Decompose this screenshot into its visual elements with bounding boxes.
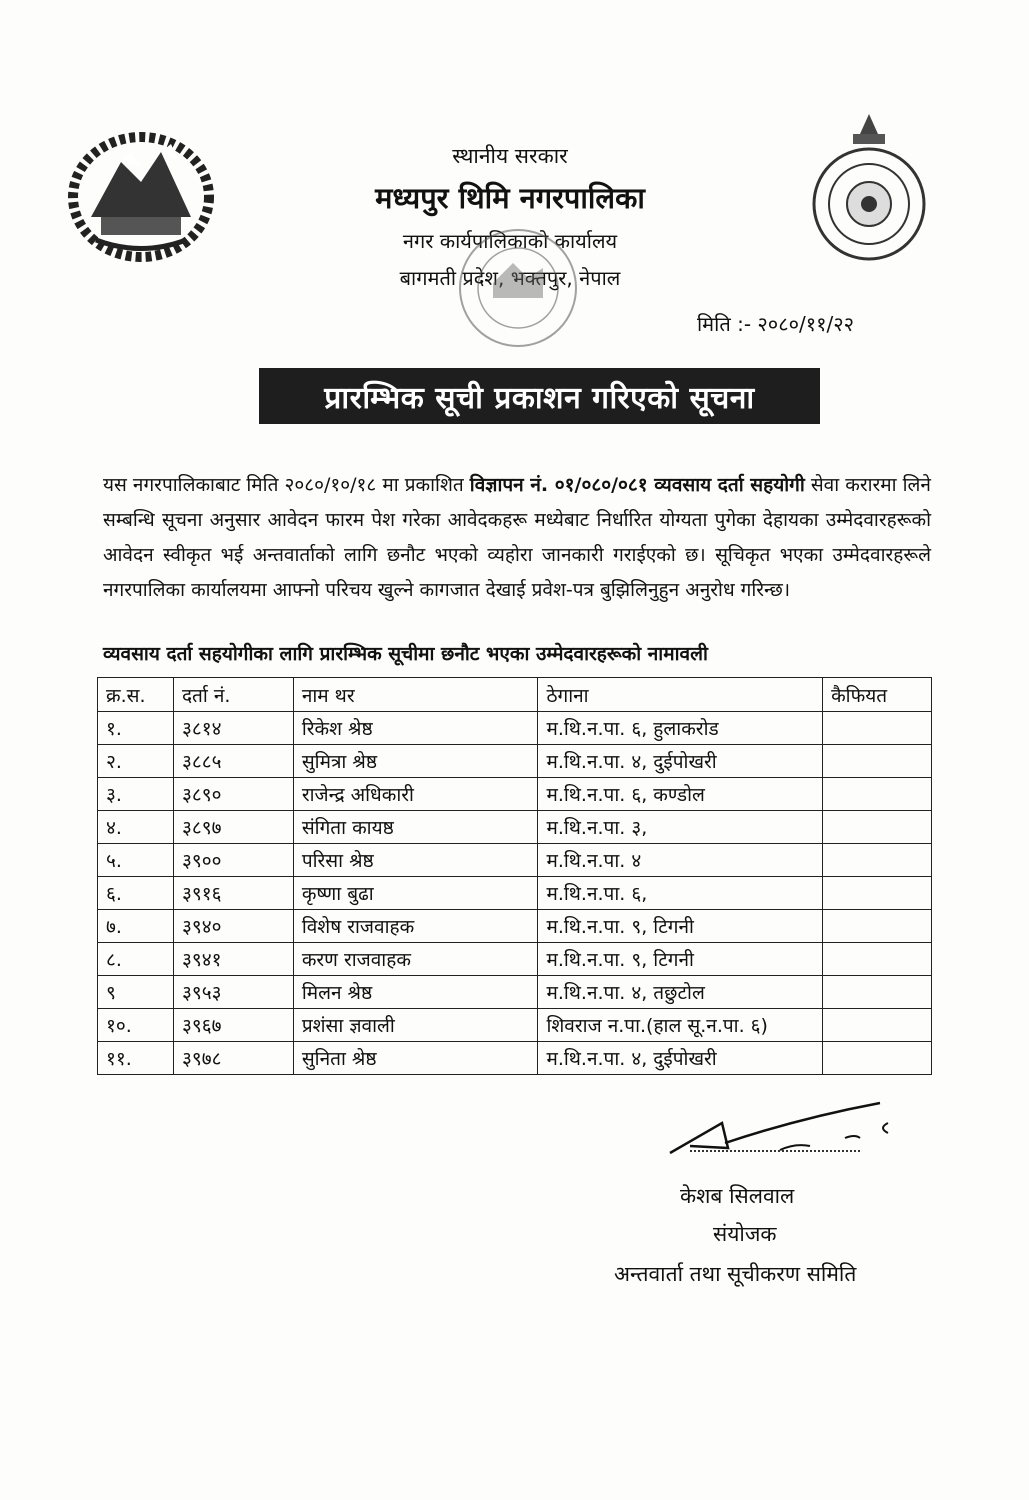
table-row [98,877,932,910]
cell-name: सुमित्रा श्रेष्ठ [293,745,538,778]
cell-serial: २. [98,745,174,778]
cell-serial: ५. [98,844,174,877]
cell-remarks [823,943,932,976]
col-header-reg-no: दर्ता नं. [173,678,293,712]
table-row [98,844,932,877]
cell-remarks [823,877,932,910]
table-row [98,976,932,1009]
table-row [98,778,932,811]
col-header-address: ठेगाना [538,678,823,712]
cell-reg-no: ३९५३ [173,976,293,1009]
body-part-3: सेवा करारमा लिने सम्बन्धि सूचना अनुसार आवेदन फारम पेश गरेका आवेदकहरू मध्येबाट निर्धारित योग्यता पुगेका देहायका उम्मेदवारहरूको आवेदन स्वीकृत भई अन्तवार्ताको लागि छनौट भएको व्यहोरा जानकारी गराईएको छ। सूचिकृत भएका उम्मेदवारहरूले नगरपालिका कार्यालयमा आफ्नो परिचय खुल्ने कागजात देखाई प्रवेश-पत्र बुझिलिनुहुन अनुरोध गरिन्छ। [103,474,931,601]
col-header-name: नाम थर [293,678,538,712]
cell-address: म.थि.न.पा. ९, टिगनी [538,943,823,976]
cell-reg-no: ३८९० [173,778,293,811]
cell-name: परिसा श्रेष्ठ [293,844,538,877]
body-advert-ref: विज्ञापन नं. ०१/०८०/०८१ व्यवसाय दर्ता सहयोगी [469,474,805,496]
municipality-name: मध्यपुर थिमि नगरपालिका [375,181,645,215]
signature-mark [630,1098,910,1168]
cell-reg-no: ३८८५ [173,745,293,778]
notice-title: प्रारम्भिक सूची प्रकाशन गरिएको सूचना [259,368,820,424]
cell-reg-no: ३९६७ [173,1009,293,1042]
cell-remarks [823,745,932,778]
table-row [98,811,932,844]
cell-address: म.थि.न.पा. ३, [538,811,823,844]
cell-reg-no: ३९४० [173,910,293,943]
cell-serial: १०. [98,1009,174,1042]
signature-line [690,1150,860,1152]
cell-serial: ३. [98,778,174,811]
cell-reg-no: ३९४१ [173,943,293,976]
cell-reg-no: ३९०० [173,844,293,877]
cell-address: म.थि.न.पा. ४, दुईपोखरी [538,1042,823,1075]
col-header-remarks: कैफियत [823,678,932,712]
table-row [98,1009,932,1042]
cell-address: शिवराज न.पा.(हाल सू.न.पा. ६) [538,1009,823,1042]
cell-name: प्रशंसा ज्ञवाली [293,1009,538,1042]
col-header-serial: क्र.स. [98,678,174,712]
cell-serial: ८. [98,943,174,976]
cell-name: रिकेश श्रेष्ठ [293,712,538,745]
signatory-committee: अन्तवार्ता तथा सूचीकरण समिति [614,1262,857,1286]
table-row [98,910,932,943]
candidate-table [97,677,932,1075]
signatory-name: केशब सिलवाल [680,1184,795,1208]
nepal-emblem-icon [66,122,216,262]
cell-reg-no: ३८९७ [173,811,293,844]
cell-serial: ६. [98,877,174,910]
cell-remarks [823,976,932,1009]
municipality-seal-icon [808,112,930,262]
cell-serial: ४. [98,811,174,844]
office-name: नगर कार्यपालिकाको कार्यालय [402,229,618,253]
cell-reg-no: ३८१४ [173,712,293,745]
cell-serial: ९ [98,976,174,1009]
cell-address: म.थि.न.पा. ६, कण्डोल [538,778,823,811]
body-part-1: यस नगरपालिकाबाट मिति २०८०/१०/१८ मा प्रकाशित [103,474,470,496]
cell-name: सुनिता श्रेष्ठ [293,1042,538,1075]
government-label: स्थानीय सरकार [452,144,568,168]
cell-address: म.थि.न.पा. ६, [538,877,823,910]
table-row [98,712,932,745]
cell-address: म.थि.न.पा. ६, हुलाकरोड [538,712,823,745]
table-row [98,1042,932,1075]
cell-serial: १. [98,712,174,745]
cell-name: राजेन्द्र अधिकारी [293,778,538,811]
cell-remarks [823,1009,932,1042]
cell-address: म.थि.न.पा. ४, दुईपोखरी [538,745,823,778]
cell-remarks [823,910,932,943]
cell-address: म.थि.न.पा. ९, टिगनी [538,910,823,943]
table-row [98,943,932,976]
cell-address: म.थि.न.पा. ४, तछुटोल [538,976,823,1009]
cell-remarks [823,712,932,745]
table-header-row [98,678,932,712]
office-address: बागमती प्रदेश, भक्तपुर, नेपाल [399,266,621,290]
cell-reg-no: ३९७८ [173,1042,293,1075]
list-heading: व्यवसाय दर्ता सहयोगीका लागि प्रारम्भिक सूचीमा छनौट भएका उम्मेदवारहरूको नामावली [103,643,708,665]
cell-name: करण राजवाहक [293,943,538,976]
cell-name: संगिता कायष्ठ [293,811,538,844]
table-row [98,745,932,778]
cell-serial: ११. [98,1042,174,1075]
cell-remarks [823,1042,932,1075]
office-stamp [428,228,608,378]
notice-date: मिति :- २०८०/११/२२ [697,312,855,336]
cell-name: मिलन श्रेष्ठ [293,976,538,1009]
cell-address: म.थि.न.पा. ४ [538,844,823,877]
cell-remarks [823,778,932,811]
cell-remarks [823,811,932,844]
signatory-title: संयोजक [713,1222,777,1246]
cell-serial: ७. [98,910,174,943]
cell-name: विशेष राजवाहक [293,910,538,943]
cell-reg-no: ३९१६ [173,877,293,910]
cell-remarks [823,844,932,877]
cell-name: कृष्णा बुढा [293,877,538,910]
notice-body [103,468,931,608]
